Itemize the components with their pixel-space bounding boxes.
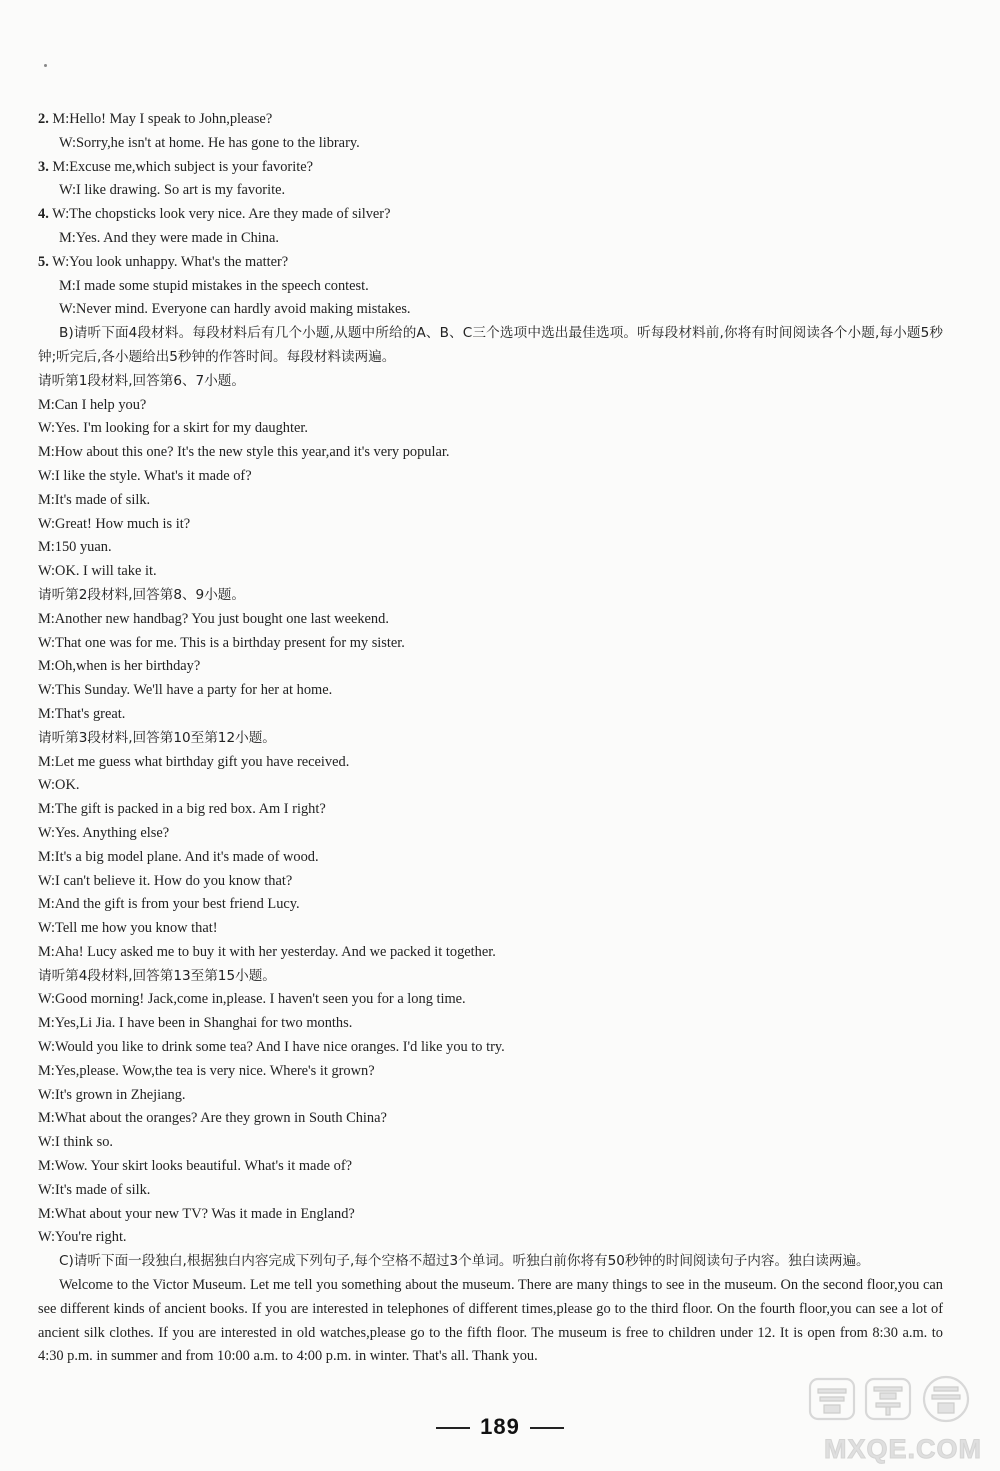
dialogue-line: M:Let me guess what birthday gift you have received. — [38, 753, 350, 770]
dialogue-line: M:Yes,please. Wow,the tea is very nice. Where's it grown? — [38, 1062, 375, 1079]
page-number-dash-right — [530, 1427, 564, 1429]
dialogue-line: M:Another new handbag? You just bought one last weekend. — [38, 610, 389, 627]
watermark-domain: MXQE.COM — [823, 1434, 982, 1464]
monologue-paragraph: Welcome to the Victor Museum. Let me tell you something about the museum. There are many things to see in the museum. On the second floor,you can see different kinds of ancient books. If you are interested in telephones of different times,please go to the third floor. On the fourth floor,you can see a lot of ancient silk clothes. If you are interested in old watches,please go to the fifth floor. The museum is free to children under 12. It is open from 8:30 a.m. to 4:30 p.m. in summer and from 10:00 a.m. to 4:00 p.m. in winter. That's all. Thank you. — [38, 1277, 943, 1365]
dialogue-line: W:I think so. — [38, 1134, 114, 1151]
dialogue-line: M:Yes,Li Jia. I have been in Shanghai for two months. — [38, 1015, 353, 1032]
dialogue-line: W:It's made of silk. — [38, 1181, 151, 1198]
dialogue-line: M:Aha! Lucy asked me to buy it with her yesterday. And we packed it together. — [38, 943, 496, 960]
watermark — [802, 1373, 982, 1465]
page-number-dash-left — [436, 1427, 470, 1429]
dialogue-line: W:Tell me how you know that! — [38, 920, 218, 937]
dialogue-line: M:Can I help you? — [38, 396, 147, 413]
dialogue-line: W:I like drawing. So art is my favorite. — [59, 182, 286, 199]
question-number: 3. — [38, 158, 49, 175]
dialogue-line: M:It's a big model plane. And it's made of wood. — [38, 848, 319, 865]
scan-speck — [44, 64, 47, 67]
dialogue-line: M:And the gift is from your best friend Lucy. — [38, 896, 300, 913]
dialogue-line: M:Wow. Your skirt looks beautiful. What's it made of? — [38, 1158, 352, 1175]
dialogue-line: W:This Sunday. We'll have a party for her at home. — [38, 682, 333, 699]
dialogue-line: M:The gift is packed in a big red box. Am I right? — [38, 801, 326, 818]
dialogue-2 — [38, 108, 943, 156]
dialogue-5 — [38, 251, 943, 322]
dialogue-line: W:I can't believe it. How do you know that? — [38, 872, 293, 889]
dialogue-line: W:Sorry,he isn't at home. He has gone to the library. — [59, 134, 360, 151]
dialogue-line: W:Would you like to drink some tea? And I have nice oranges. I'd like you to try. — [38, 1039, 505, 1056]
dialogue-line: M:Yes. And they were made in China. — [59, 229, 279, 246]
dialogue-line: 3. M:Excuse me,which subject is your favorite? — [38, 158, 313, 175]
dialogue-line: W:That one was for me. This is a birthday present for my sister. — [38, 634, 405, 651]
dialogue-line: M:150 yuan. — [38, 539, 112, 556]
dialogue-line: W:OK. — [38, 777, 80, 794]
material-heading: 请听第3段材料,回答第10至第12小题。 — [38, 729, 276, 746]
dialogue-line: W:I like the style. What's it made of? — [38, 467, 252, 484]
page-number: 189 — [0, 1414, 1000, 1440]
material-1 — [38, 370, 943, 584]
material-heading: 请听第1段材料,回答第6、7小题。 — [38, 372, 245, 389]
dialogue-line: M:That's great. — [38, 705, 126, 722]
dialogue-3 — [38, 156, 943, 204]
material-3 — [38, 727, 943, 965]
material-heading: 请听第4段材料,回答第13至第15小题。 — [38, 967, 276, 984]
dialogue-line: W:Yes. Anything else? — [38, 824, 170, 841]
question-number: 4. — [38, 206, 49, 223]
dialogue-line: 2. M:Hello! May I speak to John,please? — [38, 111, 273, 127]
section-c-instruction: C)请听下面一段独白,根据独白内容完成下列句子,每个空格不超过3个单词。听独白前你将有50秒钟的时间阅读句子内容。独白读两遍。 — [59, 1253, 870, 1270]
dialogue-line: W:It's grown in Zhejiang. — [38, 1086, 186, 1103]
question-number: 2. — [38, 111, 49, 127]
dialogue-line: M:It's made of silk. — [38, 491, 151, 508]
dialogue-line: W:Never mind. Everyone can hardly avoid making mistakes. — [59, 301, 411, 318]
dialogue-line: M:What about your new TV? Was it made in England? — [38, 1205, 355, 1222]
dialogue-line: W:Yes. I'm looking for a skirt for my daughter. — [38, 420, 308, 437]
dialogue-line: 4. W:The chopsticks look very nice. Are they made of silver? — [38, 206, 391, 223]
dialogue-line: W:You're right. — [38, 1229, 127, 1246]
dialogue-4 — [38, 203, 943, 251]
dialogue-line: M:I made some stupid mistakes in the speech contest. — [59, 277, 369, 294]
dialogue-line: W:Great! How much is it? — [38, 515, 191, 532]
listening-transcript — [38, 108, 943, 1369]
dialogue-line: W:Good morning! Jack,come in,please. I haven't seen you for a long time. — [38, 991, 466, 1008]
section-b-instruction: B)请听下面4段材料。每段材料后有几个小题,从题中所给的A、B、C三个选项中选出最佳选项。听每段材料前,你将有时间阅读各个小题,每小题5秒钟;听完后,各小题给出5秒钟的作答时间。每段材料读两遍。 — [38, 325, 943, 365]
material-2 — [38, 584, 943, 727]
material-4 — [38, 965, 943, 1251]
watermark-logo — [806, 1373, 978, 1425]
dialogue-line: M:Oh,when is her birthday? — [38, 658, 201, 675]
question-number: 5. — [38, 253, 49, 270]
material-heading: 请听第2段材料,回答第8、9小题。 — [38, 586, 245, 603]
dialogue-line: M:How about this one? It's the new style this year,and it's very popular. — [38, 444, 450, 461]
dialogue-line: M:What about the oranges? Are they grown in South China? — [38, 1110, 387, 1127]
dialogue-line: W:OK. I will take it. — [38, 563, 157, 580]
dialogue-line: 5. W:You look unhappy. What's the matter? — [38, 253, 289, 270]
